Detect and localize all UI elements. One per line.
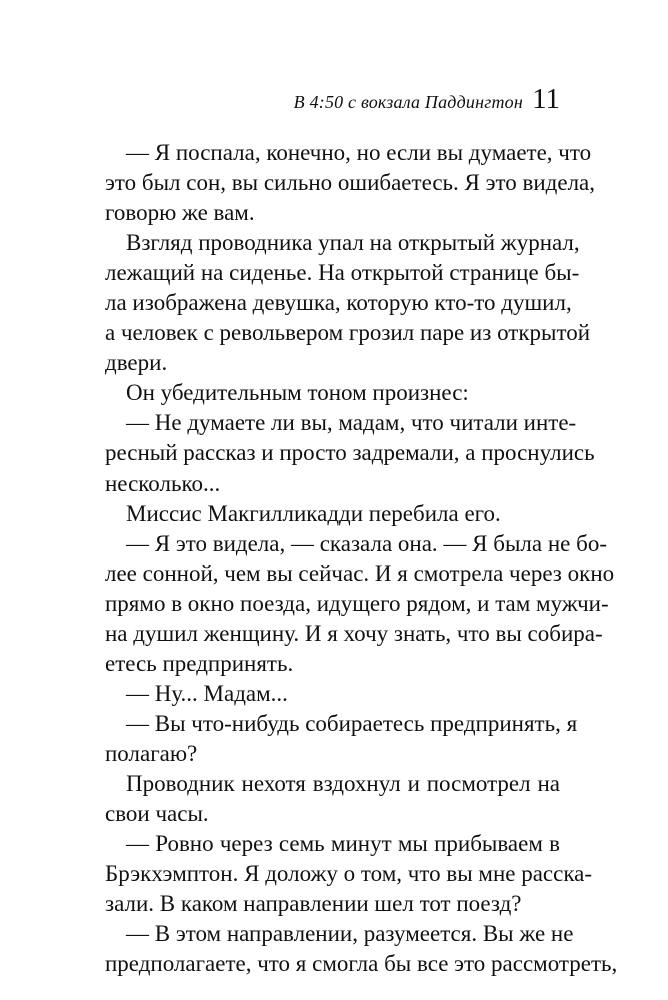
text-line: это был сон, вы сильно ошибаетесь. Я это видела, [105,170,596,196]
paragraph [105,769,560,829]
text-line: лее сонной, чем вы сейчас. И я смотрела через окно [105,560,615,586]
text-line: двери. [105,350,168,376]
text-line: — Ровно через семь минут мы прибываем в [126,831,560,857]
text-line: зали. В каком направлении шел тот поезд? [105,891,522,917]
text-line: ла изображена девушка, которую кто-то душил, [105,290,572,316]
paragraph [105,228,591,378]
body-text [105,138,618,979]
text-line: предполагаете, что я смогла бы все это рассмотреть, [105,951,618,977]
text-line: ресный рассказ и просто задремали, а проснулись [105,440,595,466]
page-number: 11 [532,83,560,115]
paragraph [105,408,595,498]
text-line: прямо в окно поезда, идущего рядом, и там мужчи- [105,590,609,616]
paragraph [105,499,560,529]
paragraph [105,709,578,769]
text-line: — В этом направлении, разумеется. Вы же не [126,921,574,947]
text-line: свои часы. [105,801,209,827]
text-line: полагаю? [105,740,198,766]
text-line: Проводник нехотя вздохнул и посмотрел на [126,770,560,796]
text-line: Брэкхэмптон. Я доложу о том, что вы мне расска- [105,861,593,887]
text-line: — Ну... Мадам... [126,680,288,706]
text-line: на душил женщину. И я хочу знать, что вы собира- [105,620,603,646]
running-head [0,82,668,122]
paragraph [105,378,560,408]
text-line: а человек с револьвером грозил паре из открытой [105,320,591,346]
text-line: Миссис Макгилликадди перебила его. [126,500,501,526]
text-line: етесь предпринять. [105,650,294,676]
paragraph [105,529,615,679]
text-line: лежащий на сиденье. На открытой странице бы- [105,260,580,286]
paragraph [105,919,618,979]
text-line: Взгляд проводника упал на открытый журнал, [126,230,580,256]
text-line: — Я это видела, — сказала она. — Я была не бо- [126,530,607,556]
text-line: — Вы что-нибудь собираетесь предпринять, я [126,710,578,736]
paragraph [105,679,560,709]
running-title: В 4:50 с вокзала Паддингтон [293,92,523,112]
text-line: — Я поспала, конечно, но если вы думаете, что [126,140,592,165]
text-line: говорю же вам. [105,200,255,226]
paragraph [105,138,596,228]
text-line: Он убедительным тоном произнес: [126,380,469,406]
paragraph [105,829,593,919]
text-line: — Не думаете ли вы, мадам, что читали инте- [126,410,577,436]
text-line: несколько... [105,470,221,496]
